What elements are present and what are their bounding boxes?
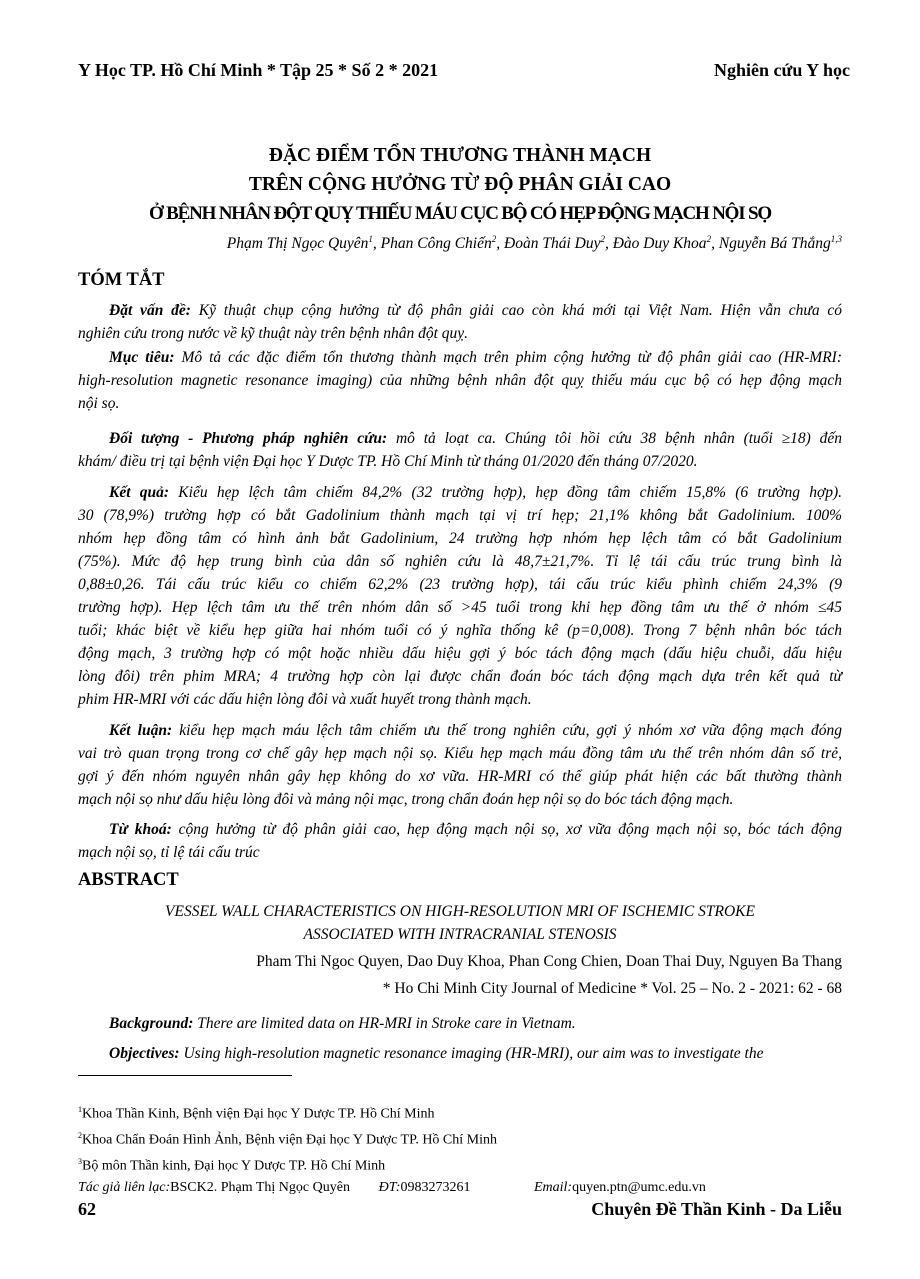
paragraph-label: Đối tượng - Phương pháp nghiên cứu: [109, 430, 388, 447]
phone-number: 0983273261 [400, 1180, 471, 1196]
abstract-paragraph [78, 481, 842, 711]
paragraph-text: kiểu hẹp mạch máu lệch tâm chiếm ưu thế trong nghiên cứu, gợi ý nhóm xơ vữa động mạch đóng [172, 722, 843, 739]
title-line: TRÊN CỘNG HƯỞNG TỪ ĐỘ PHÂN GIẢI CAO [248, 174, 672, 195]
paragraph-line [78, 688, 842, 711]
section-header: Nghiên cứu Y học [714, 60, 850, 80]
paragraph-line [78, 527, 842, 550]
footnote-text: Khoa Thần Kinh, Bệnh viện Đại học Y Dược TP. Hồ Chí Minh [82, 1106, 435, 1122]
paragraph-text: (75%). Mức độ hẹp trung bình của dân số nghiên cứu là 48,7±21,7%. Tỉ lệ tái cấu trúc trung bình là [78, 553, 842, 570]
footnote-number: 3 [78, 1157, 82, 1167]
paragraph-label: Từ khoá: [109, 821, 172, 838]
citation: * Ho Chi Minh City Journal of Medicine * Vol. 25 – No. 2 - 2021: 62 - 68 [382, 980, 842, 997]
paragraph-text: 0,88±0,26. Tái cấu trúc kiểu co chiếm 62,2% (23 trường hợp), tái cấu trúc kiểu phình chiếm 24,3% (9 [78, 576, 842, 593]
paragraph-line [78, 299, 842, 322]
paragraph-text: phim HR-MRI với các dấu hiện lòng đôi và xuất huyết trong thành mạch. [78, 691, 532, 708]
email-label: Email: [533, 1180, 573, 1196]
author-list: Phạm Thị Ngọc Quyên$^1$, Phan Công Chiến$^2$, Đoàn Thái Duy$^2$, Đào Duy Khoa$^2$, Nguyễn Bá Thắng$^{1,3}$ [226, 234, 842, 253]
author-affiliation: 2 [600, 234, 605, 244]
paragraph-line [78, 719, 842, 742]
paragraph-text: Kỹ thuật chụp cộng hưởng từ độ phân giải cao còn khá mới tại Việt Nam. Hiện vẫn chưa có [190, 302, 843, 319]
paragraph-label: Mục tiêu: [109, 349, 175, 366]
paragraph-line [78, 450, 842, 473]
paragraph-text: gợi ý đến nhóm nguyên nhân gây hẹp không do xơ vữa. HR-MRI có thể giúp phát hiện các bất thường thành [78, 768, 842, 785]
paragraph-text: mô tả loạt ca. Chúng tôi hồi cứu 38 bệnh nhân (tuổi ≥18) đến [387, 430, 842, 447]
paragraph-label: Đặt vấn đề: [109, 302, 191, 319]
page-number: 62 [78, 1199, 96, 1219]
author-name: Nguyễn Bá Thắng [718, 235, 831, 253]
paragraph-line [78, 596, 842, 619]
author-name: Đào Duy Khoa [612, 235, 707, 253]
paragraph-text: nhóm hẹp đồng tâm có hình ảnh bắt Gadolinium, 24 trường hợp nhóm hẹp lệch tâm có bắt Gadolinium [78, 530, 842, 547]
paragraph-line [78, 642, 842, 665]
paragraph-line [78, 619, 842, 642]
footnote-divider [78, 1075, 292, 1076]
paragraph-line [78, 427, 842, 450]
paragraph-text: high-resolution magnetic resonance imaging) của những bệnh nhân đột quỵ thiếu máu cục bộ có hẹp động mạch [78, 372, 842, 389]
paragraph-text: lòng đôi) trên phim MRA; 4 trường hợp còn lại được chẩn đoán bóc tách động mạch dựa trên kết quả từ [78, 668, 842, 685]
paragraph-line [78, 742, 842, 765]
paragraph-line [78, 392, 842, 415]
footnote-text: Bộ môn Thần kinh, Đại học Y Dược TP. Hồ Chí Minh [82, 1158, 386, 1174]
footnote-number: 2 [78, 1131, 82, 1141]
paragraph-text: mạch nội sọ như dấu hiệu lòng đôi và mảng nội mạc, trong chẩn đoán hẹp nội sọ do bóc tách động mạch. [78, 791, 734, 808]
paragraph-line [78, 346, 842, 369]
title-line: Ở BỆNH NHÂN ĐỘT QUỴ THIẾU MÁU CỤC BỘ CÓ HẸP ĐỘNG MẠCH NỘI SỌ [149, 203, 771, 224]
author-affiliation: 1,3 [830, 234, 842, 244]
footer-topic: Chuyên Đề Thần Kinh - Da Liễu [591, 1199, 842, 1219]
author-affiliation: 1 [368, 234, 373, 244]
footnotes [78, 1099, 706, 1199]
paragraph-text: mạch nội sọ, tỉ lệ tái cấu trúc [78, 844, 260, 861]
abstract-paragraph [78, 1042, 842, 1065]
abstract-paragraph [78, 1012, 842, 1035]
paragraph-text: khám/ điều trị tại bệnh viện Đại học Y Dược TP. Hồ Chí Minh từ tháng 01/2020 đến tháng 07/2020. [78, 453, 698, 470]
author-affiliation: 2 [491, 234, 497, 244]
paragraph-line [78, 369, 842, 392]
paragraph-line [78, 841, 842, 864]
author-name: Đoàn Thái Duy [504, 235, 601, 253]
contact-label: Tác giả liên lạc: [78, 1180, 171, 1196]
paragraph-label: Objectives: [109, 1045, 180, 1062]
footnote [78, 1125, 706, 1151]
paragraph-line [78, 1012, 842, 1035]
paragraph-text: tuổi; khác biệt về kiểu hẹp giữa hai nhóm tuổi có ý nghĩa thống kê (p=0,008). Trong 7 bệnh nhân bóc tách [78, 622, 842, 639]
paragraph-text: nghiên cứu trong nước về kỹ thuật này trên bệnh nhân đột quỵ. [78, 325, 469, 342]
email-address[interactable]: quyen.ptn@umc.edu.vn [572, 1180, 706, 1196]
author-affiliation: 2 [706, 234, 712, 244]
paragraph-line [78, 788, 842, 811]
paragraph-line [78, 573, 842, 596]
english-title-line: VESSEL WALL CHARACTERISTICS ON HIGH-RESOLUTION MRI OF ISCHEMIC STROKE [165, 903, 755, 920]
english-title-line: ASSOCIATED WITH INTRACRANIAL STENOSIS [303, 926, 617, 943]
abstract-paragraph [78, 299, 842, 345]
paragraph-line [78, 1042, 842, 1065]
paragraph-text: Using high-resolution magnetic resonance imaging (HR-MRI), our aim was to investigate the [179, 1045, 764, 1062]
paragraph-line [78, 504, 842, 527]
english-title [0, 900, 920, 946]
abstract-paragraph [78, 346, 842, 415]
paragraph-text: There are limited data on HR-MRI in Stroke care in Vietnam. [193, 1015, 576, 1032]
paragraph-text: Mô tả các đặc điểm tổn thương thành mạch trên phim cộng hưởng từ độ phân giải cao (HR-MRI: [174, 349, 842, 366]
abstract-paragraph [78, 818, 842, 864]
summary-heading: TÓM TẮT [78, 270, 165, 290]
abstract-heading: ABSTRACT [78, 870, 179, 890]
paragraph-text: nội sọ. [78, 395, 120, 412]
paragraph-line [78, 322, 842, 345]
article-title [0, 141, 920, 228]
paragraph-line [78, 765, 842, 788]
journal-header: Y Học TP. Hồ Chí Minh * Tập 25 * Số 2 * 2021 [78, 60, 439, 80]
author-name: Phạm Thị Ngọc Quyên [226, 235, 369, 253]
paragraph-line [78, 818, 842, 841]
paragraph-text: cộng hưởng từ độ phân giải cao, hẹp động mạch nội sọ, xơ vữa động mạch nội sọ, bóc tách động [171, 821, 842, 838]
abstract-paragraph [78, 427, 842, 473]
paragraph-text: động mạch, 3 trường hợp có một hoặc nhiều dấu hiệu gợi ý bóc tách động mạch (dấu hiệu chuỗi, dấu hiệu [78, 645, 842, 662]
paragraph-text: trường hợp). Hẹp lệch tâm ưu thế trên nhóm dân số >45 tuổi trong khi hẹp đồng tâm ưu thế ở nhóm ≤45 [78, 599, 842, 616]
abstract-paragraph [78, 719, 842, 811]
contact-name: BSCK2. Phạm Thị Ngọc Quyên [170, 1180, 350, 1196]
paragraph-text: 30 (78,9%) trường hợp có bắt Gadolinium thành mạch tại vị trí hẹp; 21,1% không bắt Gadolinium. 100% [78, 507, 842, 524]
footnote-number: 1 [78, 1105, 82, 1114]
paragraph-text: vai trò quan trọng trong cơ chế gây hẹp mạch nội sọ. Kiểu hẹp mạch máu đồng tâm ưu thế trên nhóm dân số trẻ, [78, 745, 842, 762]
phone-label: ĐT: [378, 1180, 401, 1196]
paragraph-line [78, 665, 842, 688]
footnote [78, 1151, 706, 1177]
author-name: Phan Công Chiến [380, 235, 492, 253]
paragraph-label: Kết quả: [109, 484, 170, 501]
paragraph-line [78, 550, 842, 573]
paragraph-label: Kết luận: [109, 722, 173, 739]
paragraph-text: Kiểu hẹp lệch tâm chiếm 84,2% (32 trường hợp), hẹp đồng tâm chiếm 15,8% (6 trường hợp). [169, 484, 842, 501]
footnote [78, 1099, 706, 1125]
paragraph-label: Background: [109, 1015, 194, 1032]
corresponding-author [78, 1177, 706, 1199]
title-line: ĐẶC ĐIỂM TỔN THƯƠNG THÀNH MẠCH [268, 145, 652, 166]
english-authors: Pham Thi Ngoc Quyen, Dao Duy Khoa, Phan Cong Chien, Doan Thai Duy, Nguyen Ba Thang [256, 953, 842, 970]
paragraph-line [78, 481, 842, 504]
footnote-text: Khoa Chẩn Đoán Hình Ảnh, Bệnh viện Đại học Y Dược TP. Hồ Chí Minh [82, 1132, 497, 1148]
